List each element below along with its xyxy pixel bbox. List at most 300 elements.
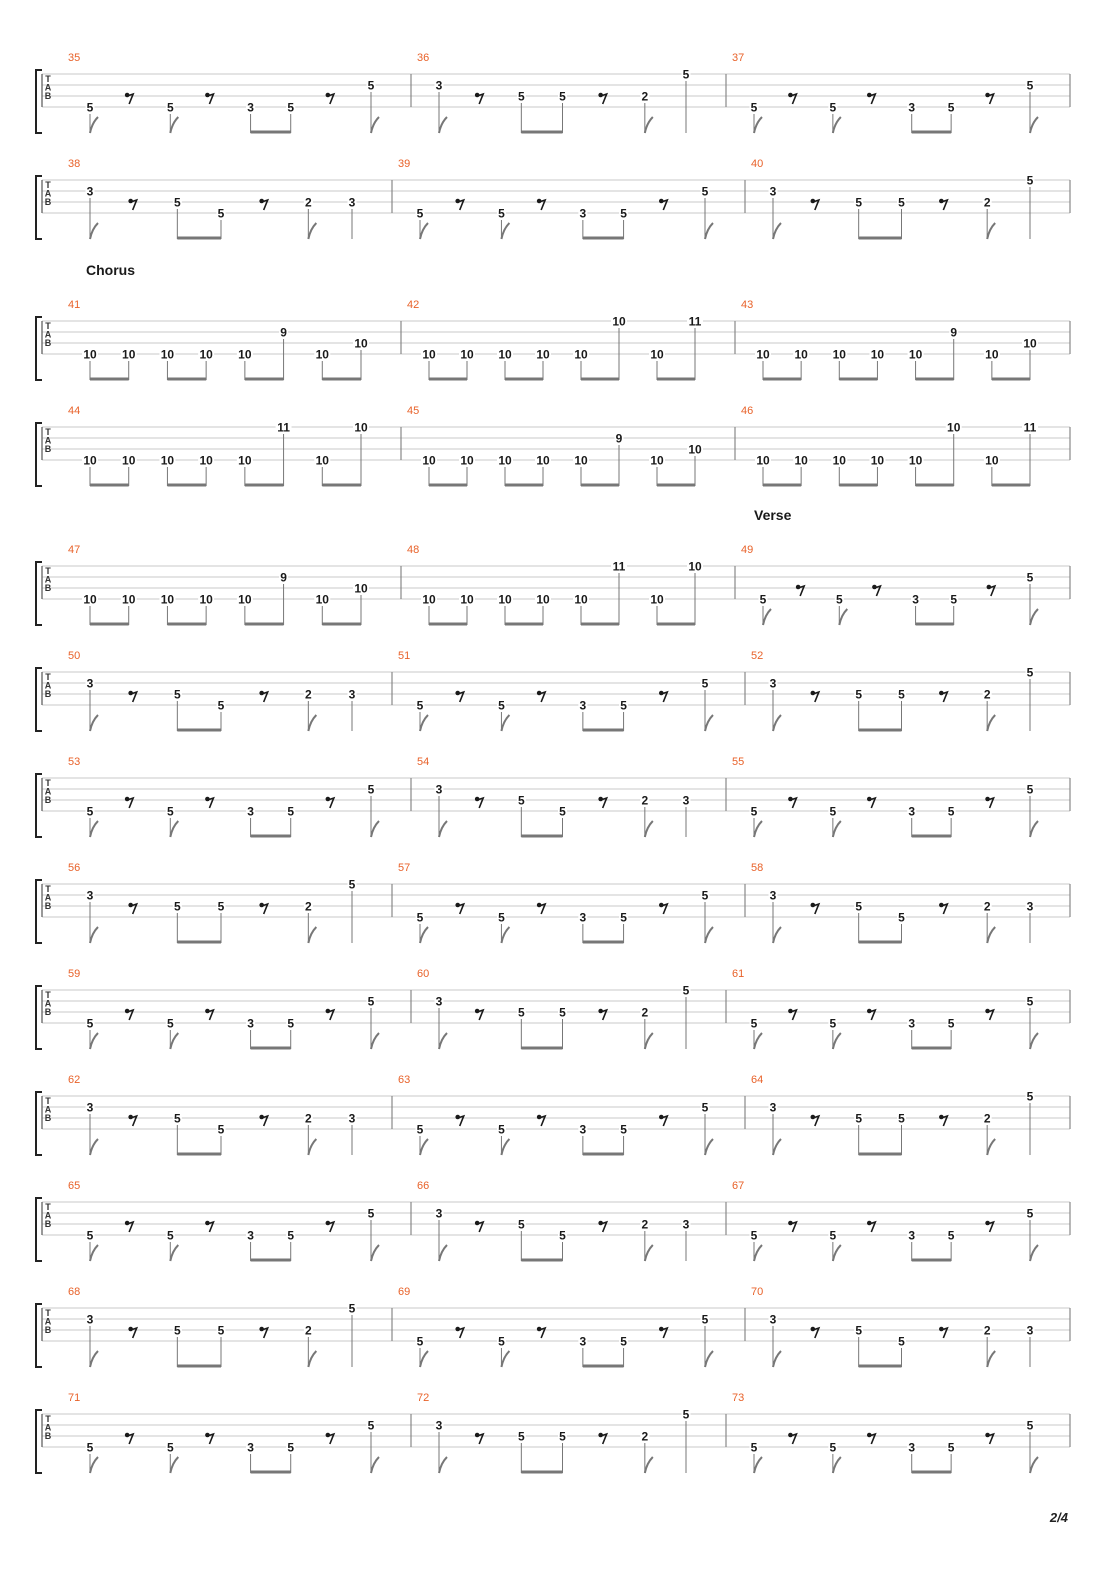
fret-number: 9 bbox=[950, 325, 958, 340]
tab-clef-letter: A bbox=[44, 998, 52, 1009]
tab-note bbox=[159, 593, 175, 626]
note-flag bbox=[705, 223, 713, 239]
eighth-rest bbox=[659, 1115, 667, 1126]
fret-number: 3 bbox=[912, 592, 919, 607]
measure bbox=[411, 52, 691, 133]
tab-note bbox=[166, 1441, 179, 1474]
fret-number: 5 bbox=[166, 1016, 174, 1031]
note-flag bbox=[705, 1139, 713, 1155]
tab-note bbox=[828, 1229, 841, 1262]
measure-number: 51 bbox=[398, 650, 411, 662]
tab-note bbox=[911, 593, 920, 626]
note-flag bbox=[705, 1351, 713, 1367]
fret-number: 10 bbox=[756, 453, 770, 468]
measure-number: 58 bbox=[751, 862, 764, 874]
note-flag bbox=[371, 1457, 379, 1473]
note-flag bbox=[987, 1351, 995, 1367]
note-flag bbox=[1030, 1245, 1038, 1261]
eighth-rest bbox=[872, 585, 880, 596]
fret-number: 5 bbox=[173, 687, 181, 702]
note-flag bbox=[439, 1457, 447, 1473]
tab-note bbox=[854, 1112, 863, 1156]
fret-number: 10 bbox=[238, 453, 252, 468]
fret-number: 3 bbox=[579, 1122, 587, 1137]
tab-note bbox=[198, 593, 214, 626]
note-flag bbox=[773, 1351, 781, 1367]
tab-note bbox=[578, 1335, 587, 1368]
tab-note bbox=[897, 1335, 906, 1368]
eighth-rest bbox=[125, 797, 133, 808]
note-flag bbox=[308, 715, 316, 731]
note-flag bbox=[439, 1245, 447, 1261]
note-flag bbox=[90, 223, 98, 239]
tab-note bbox=[907, 805, 916, 838]
fret-number: 10 bbox=[460, 592, 474, 607]
note-flag bbox=[90, 821, 98, 837]
tab-note bbox=[854, 1324, 863, 1368]
tab-note bbox=[869, 454, 885, 487]
tab-clef-letter: A bbox=[44, 1316, 52, 1327]
fret-number: 5 bbox=[416, 1334, 424, 1349]
note-flag bbox=[833, 1457, 841, 1473]
fret-number: 3 bbox=[682, 793, 690, 808]
tab-note bbox=[416, 911, 429, 944]
note-flag bbox=[645, 821, 653, 837]
measure-number: 38 bbox=[68, 158, 81, 170]
tab-note bbox=[769, 1101, 782, 1156]
tab-note bbox=[1022, 337, 1038, 381]
tab-note bbox=[869, 348, 885, 381]
fret-number: 2 bbox=[983, 1111, 991, 1126]
eighth-rest bbox=[985, 1433, 993, 1444]
note-flag bbox=[501, 927, 509, 943]
measure bbox=[735, 299, 1038, 380]
fret-number: 10 bbox=[832, 347, 846, 362]
fret-number: 5 bbox=[1026, 1418, 1034, 1433]
tab-note bbox=[459, 348, 475, 381]
tab-note bbox=[573, 454, 589, 487]
tab-note bbox=[246, 1441, 255, 1474]
tab-note bbox=[908, 348, 924, 381]
fret-number: 5 bbox=[1026, 782, 1034, 797]
tab-system bbox=[36, 756, 1070, 837]
fret-number: 10 bbox=[199, 347, 213, 362]
tab-clef-letter: B bbox=[44, 901, 52, 911]
fret-number: 3 bbox=[435, 1418, 443, 1433]
eighth-rest bbox=[259, 199, 267, 210]
eighth-rest bbox=[455, 1115, 463, 1126]
tab-system bbox=[36, 262, 1070, 380]
measure bbox=[745, 1286, 1035, 1367]
fret-number: 10 bbox=[83, 453, 97, 468]
tab-clef-letter: T bbox=[45, 1414, 51, 1424]
measure-number: 47 bbox=[68, 544, 81, 556]
tab-system bbox=[36, 1286, 1070, 1367]
tab-note bbox=[835, 593, 848, 626]
eighth-rest bbox=[598, 1433, 606, 1444]
tab-note bbox=[198, 454, 214, 487]
tab-note bbox=[517, 1006, 526, 1050]
tab-clef-letter: B bbox=[44, 1113, 52, 1123]
tab-note bbox=[173, 900, 182, 944]
fret-number: 5 bbox=[166, 100, 174, 115]
note-flag bbox=[754, 1245, 762, 1261]
fret-number: 5 bbox=[217, 1122, 225, 1137]
tab-note bbox=[246, 805, 255, 838]
fret-number: 5 bbox=[517, 1005, 525, 1020]
tab-system bbox=[36, 405, 1070, 486]
fret-number: 2 bbox=[304, 687, 312, 702]
measure bbox=[68, 862, 357, 943]
fret-number: 3 bbox=[579, 910, 587, 925]
eighth-rest bbox=[788, 1221, 796, 1232]
tab-note bbox=[246, 101, 255, 134]
measure bbox=[392, 1286, 713, 1367]
fret-number: 3 bbox=[1026, 899, 1034, 914]
tab-note bbox=[497, 207, 510, 240]
fret-number: 10 bbox=[315, 592, 329, 607]
fret-number: 11 bbox=[688, 314, 702, 329]
tab-note bbox=[353, 582, 369, 626]
tab-note bbox=[314, 593, 330, 626]
tab-note bbox=[497, 348, 513, 381]
tab-note bbox=[854, 900, 863, 944]
tab-system bbox=[36, 650, 1070, 731]
tab-note bbox=[86, 1229, 99, 1262]
tab-clef-letter: B bbox=[44, 1431, 52, 1441]
fret-number: 5 bbox=[701, 1312, 709, 1327]
eighth-rest bbox=[867, 797, 875, 808]
fret-number: 5 bbox=[1026, 1206, 1034, 1221]
tab-note bbox=[649, 348, 665, 381]
tab-note bbox=[558, 1006, 567, 1050]
tab-note bbox=[217, 1324, 226, 1368]
fret-number: 10 bbox=[199, 592, 213, 607]
measure bbox=[68, 1286, 357, 1367]
eighth-rest bbox=[598, 1009, 606, 1020]
tab-note bbox=[517, 1218, 526, 1262]
fret-number: 5 bbox=[682, 1407, 690, 1422]
tab-note bbox=[701, 889, 714, 944]
fret-number: 10 bbox=[422, 453, 436, 468]
eighth-rest bbox=[659, 903, 667, 914]
tab-note bbox=[611, 560, 627, 626]
tab-note bbox=[497, 593, 513, 626]
eighth-rest bbox=[455, 199, 463, 210]
eighth-rest bbox=[788, 1009, 796, 1020]
tab-note bbox=[348, 1302, 357, 1368]
tab-note bbox=[435, 995, 448, 1050]
tab-clef-letter: T bbox=[45, 74, 51, 84]
note-flag bbox=[763, 609, 771, 625]
measure bbox=[401, 544, 703, 625]
fret-number: 5 bbox=[829, 1016, 837, 1031]
tab-note bbox=[173, 1112, 182, 1156]
measure bbox=[68, 650, 357, 731]
tab-note bbox=[367, 1419, 380, 1474]
fret-number: 3 bbox=[435, 994, 443, 1009]
eighth-rest bbox=[326, 93, 334, 104]
tab-note bbox=[276, 421, 292, 487]
measure bbox=[68, 756, 379, 837]
tab-note bbox=[86, 1313, 99, 1368]
eighth-rest bbox=[811, 199, 819, 210]
eighth-rest bbox=[659, 199, 667, 210]
eighth-rest bbox=[475, 1433, 483, 1444]
fret-number: 3 bbox=[86, 1312, 94, 1327]
tab-note bbox=[750, 1229, 763, 1262]
fret-number: 5 bbox=[620, 698, 627, 713]
tab-note bbox=[86, 101, 99, 134]
note-flag bbox=[705, 715, 713, 731]
fret-number: 10 bbox=[870, 453, 885, 468]
fret-number: 5 bbox=[367, 1418, 375, 1433]
tab-note bbox=[86, 185, 99, 240]
tab-clef-letter: B bbox=[44, 91, 52, 101]
fret-number: 3 bbox=[348, 1111, 356, 1126]
tab-clef-letter: T bbox=[45, 778, 51, 788]
fret-number: 5 bbox=[559, 89, 566, 104]
tab-clef-letter: T bbox=[45, 427, 51, 437]
fret-number: 11 bbox=[1023, 420, 1037, 435]
fret-number: 5 bbox=[517, 1217, 525, 1232]
fret-number: 10 bbox=[238, 592, 252, 607]
note-flag bbox=[170, 1033, 178, 1049]
tab-note bbox=[416, 1123, 429, 1156]
eighth-rest bbox=[811, 903, 819, 914]
eighth-rest bbox=[128, 199, 136, 210]
fret-number: 5 bbox=[517, 793, 525, 808]
measure bbox=[745, 862, 1035, 943]
fret-number: 5 bbox=[173, 899, 181, 914]
measure-number: 43 bbox=[741, 299, 754, 311]
note-flag bbox=[987, 715, 995, 731]
tab-note bbox=[86, 1017, 99, 1050]
eighth-rest bbox=[985, 1009, 993, 1020]
fret-number: 11 bbox=[277, 420, 290, 435]
tab-note bbox=[353, 337, 369, 381]
eighth-rest bbox=[867, 1009, 875, 1020]
eighth-rest bbox=[537, 1115, 545, 1126]
fret-number: 5 bbox=[855, 899, 863, 914]
tab-note bbox=[615, 432, 624, 487]
system-bracket bbox=[36, 70, 42, 133]
tab-note bbox=[908, 454, 924, 487]
tab-clef-letter: T bbox=[45, 884, 51, 894]
tab-clef-letter: T bbox=[45, 1308, 51, 1318]
tab-clef-letter: A bbox=[44, 1104, 52, 1115]
measure-number: 39 bbox=[398, 158, 411, 170]
fret-number: 5 bbox=[498, 910, 505, 925]
tab-clef-letter: A bbox=[44, 188, 52, 199]
tab-note bbox=[367, 1207, 380, 1262]
fret-number: 3 bbox=[908, 1016, 916, 1031]
measure bbox=[726, 52, 1038, 133]
eighth-rest bbox=[326, 1221, 334, 1232]
measure-number: 72 bbox=[417, 1392, 430, 1404]
tab-note bbox=[793, 454, 809, 487]
note-flag bbox=[170, 1457, 178, 1473]
fret-number: 5 bbox=[559, 1005, 566, 1020]
measure bbox=[411, 1180, 691, 1261]
tab-clef-letter: A bbox=[44, 1210, 52, 1221]
tab-note bbox=[1026, 1207, 1039, 1262]
fret-number: 5 bbox=[367, 994, 375, 1009]
fret-number: 5 bbox=[701, 676, 709, 691]
measure-number: 67 bbox=[732, 1180, 745, 1192]
tab-note bbox=[1026, 1090, 1035, 1156]
tab-note bbox=[611, 315, 627, 381]
tab-note bbox=[619, 207, 628, 240]
eighth-rest bbox=[205, 1433, 213, 1444]
measure bbox=[726, 1180, 1038, 1261]
note-flag bbox=[439, 821, 447, 837]
measure bbox=[68, 544, 369, 625]
page-number: 2/4 bbox=[1049, 1510, 1068, 1525]
tab-note bbox=[619, 911, 628, 944]
tab-note bbox=[217, 1123, 226, 1156]
fret-number: 10 bbox=[574, 347, 588, 362]
tab-note bbox=[1026, 1324, 1035, 1368]
fret-number: 10 bbox=[574, 453, 588, 468]
note-flag bbox=[371, 821, 379, 837]
tab-note bbox=[348, 688, 357, 732]
fret-number: 5 bbox=[898, 1334, 905, 1349]
fret-number: 5 bbox=[682, 983, 690, 998]
fret-number: 3 bbox=[86, 1100, 94, 1115]
eighth-rest bbox=[987, 585, 995, 596]
eighth-rest bbox=[259, 1327, 267, 1338]
tab-note bbox=[421, 593, 437, 626]
fret-number: 5 bbox=[166, 804, 174, 819]
eighth-rest bbox=[537, 199, 545, 210]
note-flag bbox=[90, 1351, 98, 1367]
eighth-rest bbox=[455, 691, 463, 702]
eighth-rest bbox=[659, 1327, 667, 1338]
fret-number: 2 bbox=[641, 89, 649, 104]
note-flag bbox=[90, 1457, 98, 1473]
system-bracket bbox=[36, 668, 42, 731]
tab-note bbox=[1026, 666, 1035, 732]
fret-number: 5 bbox=[217, 206, 225, 221]
tab-note bbox=[246, 1229, 255, 1262]
tab-note bbox=[649, 593, 665, 626]
tab-note bbox=[578, 1123, 587, 1156]
fret-number: 3 bbox=[579, 206, 587, 221]
tab-clef-letter: B bbox=[44, 583, 52, 593]
note-flag bbox=[987, 223, 995, 239]
fret-number: 10 bbox=[794, 453, 808, 468]
tab-note bbox=[435, 1419, 448, 1474]
fret-number: 5 bbox=[898, 195, 905, 210]
eighth-rest bbox=[326, 797, 334, 808]
tab-note bbox=[421, 454, 437, 487]
eighth-rest bbox=[125, 1433, 133, 1444]
eighth-rest bbox=[128, 903, 136, 914]
fret-number: 3 bbox=[86, 676, 94, 691]
tab-note bbox=[907, 1229, 916, 1262]
tab-note bbox=[682, 68, 691, 134]
measure-number: 59 bbox=[68, 968, 81, 980]
eighth-rest bbox=[326, 1433, 334, 1444]
measure-number: 71 bbox=[68, 1392, 81, 1404]
fret-number: 3 bbox=[908, 1440, 916, 1455]
measure-number: 63 bbox=[398, 1074, 411, 1086]
fret-number: 5 bbox=[287, 100, 295, 115]
tab-note bbox=[897, 688, 906, 732]
tab-note bbox=[750, 1441, 763, 1474]
tab-note bbox=[897, 1112, 906, 1156]
fret-number: 2 bbox=[983, 1323, 991, 1338]
measure bbox=[68, 1392, 379, 1473]
fret-number: 5 bbox=[701, 184, 709, 199]
tab-system bbox=[36, 52, 1070, 133]
eighth-rest bbox=[598, 1221, 606, 1232]
fret-number: 10 bbox=[536, 453, 550, 468]
measure bbox=[392, 1074, 713, 1155]
fret-number: 5 bbox=[855, 195, 863, 210]
tab-note bbox=[946, 421, 962, 487]
fret-number: 3 bbox=[579, 698, 587, 713]
eighth-rest bbox=[259, 903, 267, 914]
fret-number: 5 bbox=[1026, 665, 1034, 680]
fret-number: 3 bbox=[682, 1217, 690, 1232]
fret-number: 3 bbox=[769, 676, 777, 691]
tab-clef-letter: B bbox=[44, 689, 52, 699]
tab-note bbox=[682, 1408, 691, 1474]
fret-number: 3 bbox=[247, 804, 254, 819]
eighth-rest bbox=[985, 797, 993, 808]
fret-number: 10 bbox=[315, 453, 329, 468]
tab-note bbox=[166, 805, 179, 838]
tab-note bbox=[1026, 79, 1039, 134]
fret-number: 5 bbox=[947, 1016, 955, 1031]
tab-note bbox=[517, 1430, 526, 1474]
tab-note bbox=[86, 805, 99, 838]
tab-note bbox=[286, 1229, 295, 1262]
tab-note bbox=[701, 185, 714, 240]
tab-note bbox=[237, 593, 253, 626]
fret-number: 5 bbox=[759, 592, 767, 607]
tab-note bbox=[286, 1441, 295, 1474]
tab-note bbox=[687, 560, 703, 626]
tab-note bbox=[984, 348, 1000, 381]
fret-number: 5 bbox=[750, 804, 758, 819]
fret-number: 2 bbox=[983, 687, 991, 702]
tab-note bbox=[86, 1101, 99, 1156]
eighth-rest bbox=[598, 93, 606, 104]
fret-number: 3 bbox=[769, 1100, 777, 1115]
tab-clef-letter: B bbox=[44, 338, 52, 348]
measure bbox=[735, 544, 1038, 625]
fret-number: 9 bbox=[280, 570, 287, 585]
fret-number: 10 bbox=[650, 347, 664, 362]
fret-number: 5 bbox=[517, 89, 525, 104]
eighth-rest bbox=[811, 691, 819, 702]
fret-number: 5 bbox=[947, 1440, 955, 1455]
tab-note bbox=[573, 593, 589, 626]
fret-number: 5 bbox=[950, 592, 958, 607]
tab-note bbox=[947, 1441, 956, 1474]
fret-number: 2 bbox=[983, 899, 991, 914]
fret-number: 5 bbox=[416, 1122, 424, 1137]
tab-note bbox=[750, 101, 763, 134]
fret-number: 10 bbox=[985, 347, 999, 362]
note-flag bbox=[773, 223, 781, 239]
fret-number: 10 bbox=[83, 592, 97, 607]
tab-system bbox=[36, 1180, 1070, 1261]
tab-clef-letter: T bbox=[45, 990, 51, 1000]
